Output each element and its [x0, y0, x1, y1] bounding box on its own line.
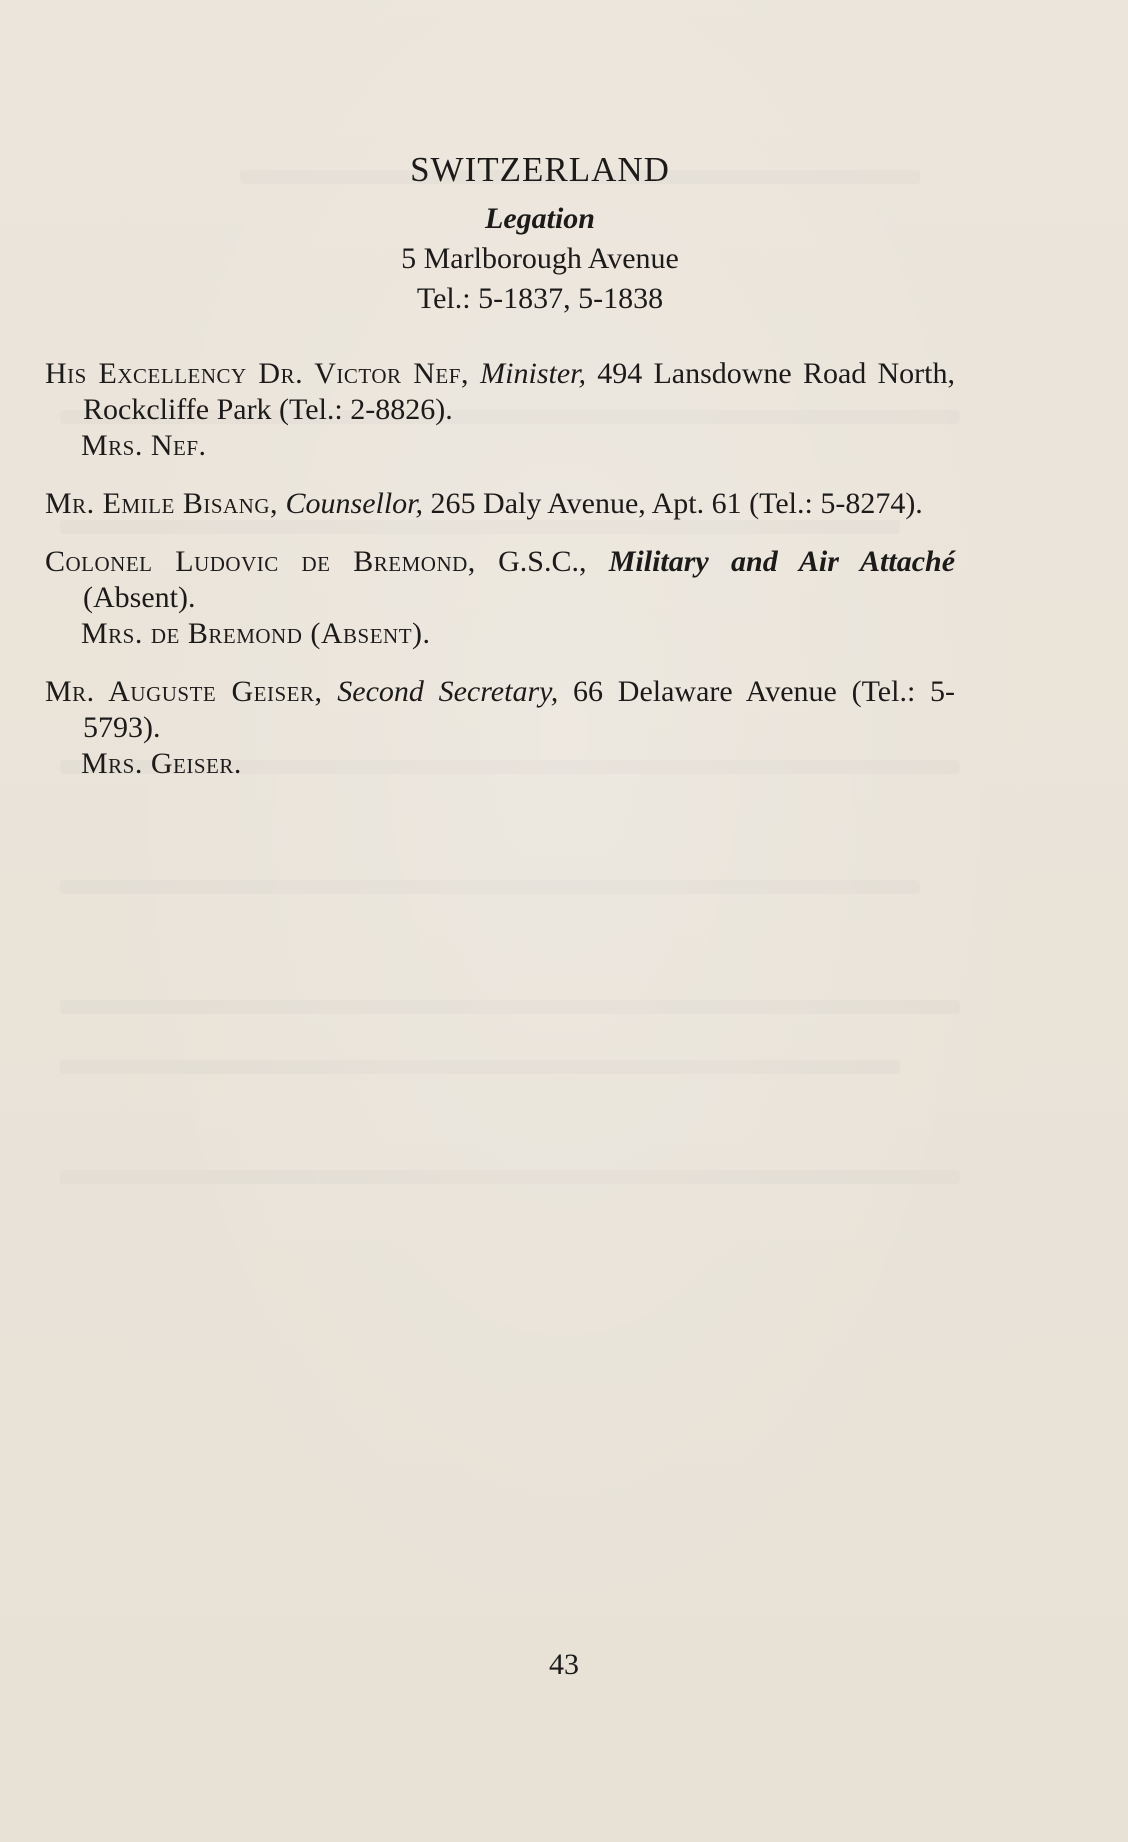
- diplomat-title: Counsellor,: [285, 487, 424, 520]
- diplomat-details: (Absent).: [83, 581, 196, 614]
- diplomat-entry: [45, 674, 955, 746]
- diplomat-details: 265 Daly Avenue, Apt. 61 (Tel.: 5-8274).: [430, 487, 923, 520]
- diplomat-name: Mr. Emile Bisang,: [45, 487, 279, 520]
- diplomat-entry: [45, 356, 955, 428]
- page-content: [45, 150, 955, 804]
- show-through-shadow: [60, 1060, 900, 1074]
- diplomat-details: 66 Delaware Avenue (Tel.: 5-5793).: [83, 675, 956, 744]
- diplomat-name: Mr. Auguste Geiser,: [45, 675, 323, 708]
- diplomat-name: Colonel Ludovic de Bremond,: [45, 545, 476, 578]
- show-through-shadow: [60, 1170, 960, 1184]
- entry-spacer: [45, 522, 955, 544]
- diplomat-title: Second Secretary,: [337, 675, 559, 708]
- show-through-shadow: [60, 1000, 960, 1014]
- diplomat-title: Minister,: [480, 357, 587, 390]
- mission-telephone: Tel.: 5-1837, 5-1838: [416, 282, 664, 315]
- mission-address: 5 Marlborough Avenue: [401, 242, 679, 275]
- mission-type: Legation: [485, 202, 595, 235]
- show-through-shadow: [60, 880, 920, 894]
- diplomat-name: His Excellency Dr. Victor Nef,: [45, 357, 469, 390]
- page-number: 43: [549, 1648, 579, 1681]
- diplomat-details: 494 Lansdowne Road North, Rockcliffe Park (Tel.: 2-8826).: [83, 357, 955, 426]
- diplomat-entry: [45, 544, 955, 616]
- diplomat-entry: [45, 486, 955, 522]
- spouse-entry: Mrs. Geiser.: [81, 747, 242, 780]
- spouse-entry: Mrs. Nef.: [81, 429, 207, 462]
- diplomat-name-suffix: G.S.C.,: [498, 545, 587, 578]
- spouse-entry: Mrs. de Bremond (Absent).: [81, 617, 431, 650]
- diplomat-title: Military and Air Attaché: [608, 545, 956, 578]
- country-heading: SWITZERLAND: [410, 150, 670, 189]
